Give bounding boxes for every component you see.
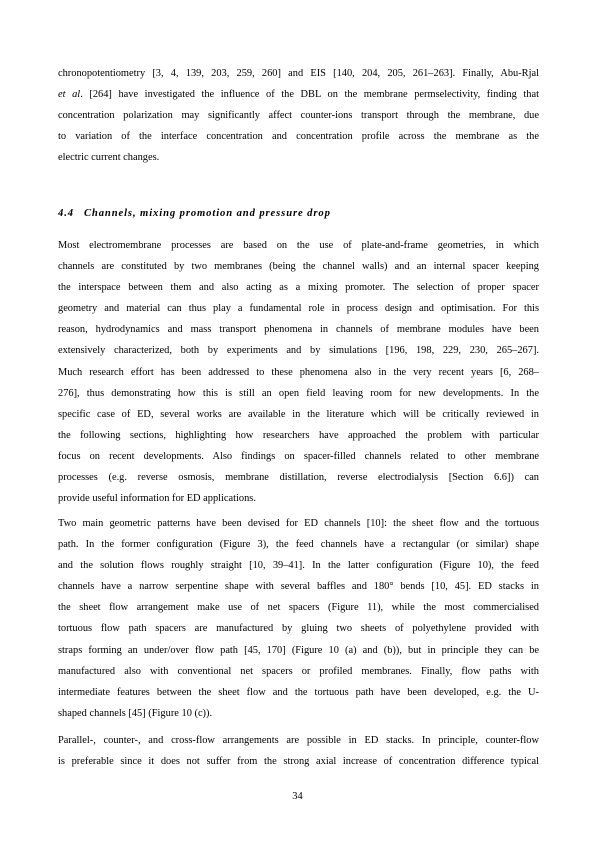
text-line: tortuous flow path spacers are manufactured by gluing two sheets of polyethylene provided with xyxy=(58,623,539,635)
section-number: 4.4 xyxy=(58,208,74,219)
page-number: 34 xyxy=(292,791,303,802)
text-line: chronopotentiometry [3, 4, 139, 203, 259, 260] and EIS [140, 204, 205, 261–263]. Finally, Abu-Rjal xyxy=(58,68,539,79)
text-line: specific case of ED, several works are available in the literature which will be critically reviewed in xyxy=(58,408,539,420)
text-line: geometry and material can thus play a fundamental role in process design and optimisation. For this xyxy=(58,303,539,315)
text-line: intermediate features between the sheet flow and the tortuous path have been developed, e.g. the U- xyxy=(58,686,539,698)
text-line: is preferable since it does not suffer from the strong axial increase of concentration difference typical xyxy=(58,756,539,768)
paragraph-4 xyxy=(58,730,539,772)
paragraph-3 xyxy=(58,513,539,724)
paragraph-1 xyxy=(58,63,539,168)
text-line: extensively characterized, both by experiments and by simulations [196, 198, 229, 230, 265–267]. xyxy=(58,345,539,357)
text-line: the following sections, highlighting how researchers have approached the problem with particular xyxy=(58,429,539,441)
text-line: electric current changes. xyxy=(58,152,160,164)
text-line: processes (e.g. reverse osmosis, membrane distillation, reverse electrodialysis [Section 6.6]) can xyxy=(58,472,539,484)
section-heading xyxy=(58,208,331,219)
paragraph-text xyxy=(58,513,539,724)
text-line: Much research effort has been addressed to these phenomena also in the very recent years [6, 268– xyxy=(58,366,539,378)
text-line: to variation of the interface concentration and concentration profile across the membrane as the xyxy=(58,131,539,143)
text-line: Most electromembrane processes are based on the use of plate-and-frame geometries, in which xyxy=(58,240,539,251)
text-line: and the solution flows roughly straight [10, 39–41]. In the latter configuration (Figure 10), the feed xyxy=(58,560,539,572)
text-line: straps forming an under/over flow path [45, 170] (Figure 10 (a) and (b)), but in principle they can be xyxy=(58,644,539,656)
text-line: manufactured also with conventional net spacers or profiled membranes. Finally, flow paths with xyxy=(58,665,539,677)
text-line xyxy=(58,84,539,105)
italic-text: et al xyxy=(58,89,81,101)
text-line: the sheet flow arrangement make use of net spacers (Figure 11), while the most commercialised xyxy=(58,602,539,614)
text-line: path. In the former configuration (Figure 3), the feed channels have a rectangular (or similar) shape xyxy=(58,539,539,551)
paragraph-2 xyxy=(58,235,539,509)
text-line: reason, hydrodynamics and mass transport phenomena in channels of membrane modules have been xyxy=(58,324,539,336)
paragraph-text xyxy=(58,235,539,509)
text-line: Two main geometric patterns have been devised for ED channels [10]: the sheet flow and the tortuous xyxy=(58,518,539,529)
paragraph-text xyxy=(58,730,539,772)
paragraph-text xyxy=(58,63,539,168)
text-line: channels have a narrow serpentine shape with several baffles and 180° bends [10, 45]. ED stacks in xyxy=(58,581,539,593)
text-line: focus on recent developments. Also findings on spacer-filled channels related to other membrane xyxy=(58,450,539,462)
text-line: provide useful information for ED applications. xyxy=(58,493,256,505)
section-title: Channels, mixing promotion and pressure drop xyxy=(83,208,331,219)
text-line: concentration polarization may significantly affect counter-ions transport through the membrane, due xyxy=(58,110,539,122)
text-line: 276], thus demonstrating how this is still an open field leaving room for new developments. In the xyxy=(58,387,539,399)
text-line-rest: . [264] have investigated the influence of the DBL on the membrane permselectivity, finding that xyxy=(80,89,539,101)
text-line: channels are constituted by two membranes (being the channel walls) and an internal spacer keeping xyxy=(58,261,539,273)
text-line: shaped channels [45] (Figure 10 (c)). xyxy=(58,707,213,719)
text-line: Parallel-, counter-, and cross-flow arrangements are possible in ED stacks. In principle, counter-flow xyxy=(58,735,539,746)
text-line: the interspace between them and also acting as a mixing promoter. The selection of proper spacer xyxy=(58,282,539,294)
